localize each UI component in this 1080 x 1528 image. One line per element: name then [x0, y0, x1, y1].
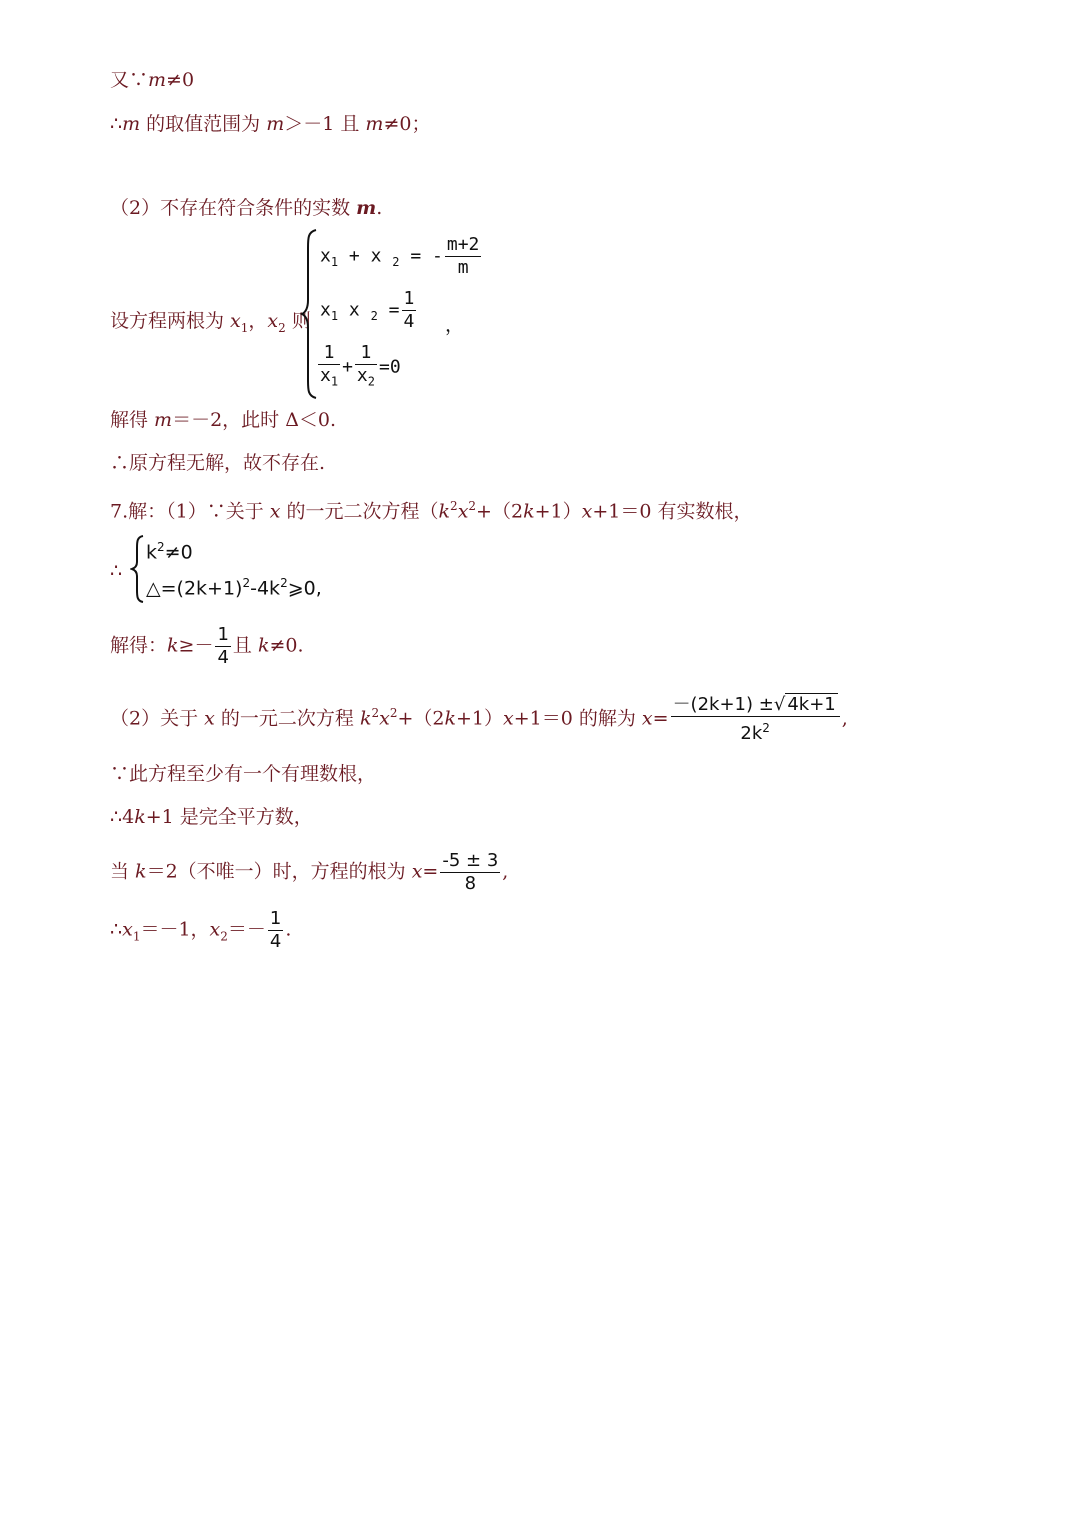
system1-row-sum: $x_1 + x$ $_2$ = - $\frac{m+2}{m}$: [320, 234, 480, 278]
system1-row-reciprocal: $\frac{1}{x_1}$ + $\frac{1}{x_2}$ =0: [320, 342, 401, 389]
fraction-m-plus-2-over-m: $\frac{m+2}{m}$: [446, 234, 480, 278]
fraction-quadratic-formula: $\frac{-(2k+1) \pm√ 4k+1}{2k^2}$: [671, 694, 840, 745]
line-no-solution: ∴原方程无解，故不存在.: [110, 452, 326, 474]
system2-therefore: ∴: [110, 560, 123, 582]
fraction-one-quarter: $\frac{1}{4}$: [403, 288, 415, 332]
line-k-equals-2: 当 k＝2（不唯一）时，方程的根为 x= $\frac{-5 \pm 3}{8}$ ,: [110, 850, 509, 894]
fraction-one-quarter-x2: $\frac{1}{4}$: [269, 908, 282, 952]
system-brace-2: [130, 534, 146, 604]
line-part2-no-m: （2）不存在符合条件的实数 m.: [110, 197, 383, 219]
system2-row-k-nonzero: $k^2\ne 0$: [146, 540, 193, 564]
line-solve-m: 解得 m＝－2，此时 Δ＜0.: [110, 409, 337, 431]
system1-row-product: $x_1$ x $_2$ = $\frac{1}{4}$: [320, 288, 415, 332]
line-k-range: 解得：k≥－ $\frac{1}{4}$ 且 k≠0.: [110, 624, 304, 668]
line-perfect-square: ∴4k+1 是完全平方数，: [110, 806, 313, 828]
fraction-one-quarter-k: $\frac{1}{4}$: [217, 624, 229, 668]
line-m-range: ∴m 的取值范围为 m＞－1 且 m≠0；: [110, 113, 431, 135]
system2-row-discriminant: $\triangle=(2k+1)^2-4k^2⩾0$,: [146, 576, 322, 600]
line-roots-setup: 设方程两根为 $x_1$，$x_2$ 则: [110, 310, 311, 335]
line-m-nonzero: 又∵m≠0: [110, 69, 195, 91]
line-q7-part2-roots: （2）关于 x 的一元二次方程 $k^2x^2+(2k+1)x+1=0$ 的解为 x= $\frac{-(2k+1) \pm√ 4k+1}{2k^2}$ ,: [110, 694, 848, 744]
system1-trailing-comma: ，: [445, 314, 465, 336]
line-q7-part1: 7.解：（1）∵关于 x 的一元二次方程（$k^2x^2+(2k+1)x+1=0$ 有实数根，: [110, 499, 753, 523]
fraction-root-values: $\frac{-5 \pm 3}{8}$: [442, 850, 499, 894]
line-final-roots: $\therefore x_1=-1$，$x_2=-$ $\frac{1}{4}$ .: [110, 908, 292, 952]
line-rational-root: ∵此方程至少有一个有理数根，: [110, 763, 377, 785]
